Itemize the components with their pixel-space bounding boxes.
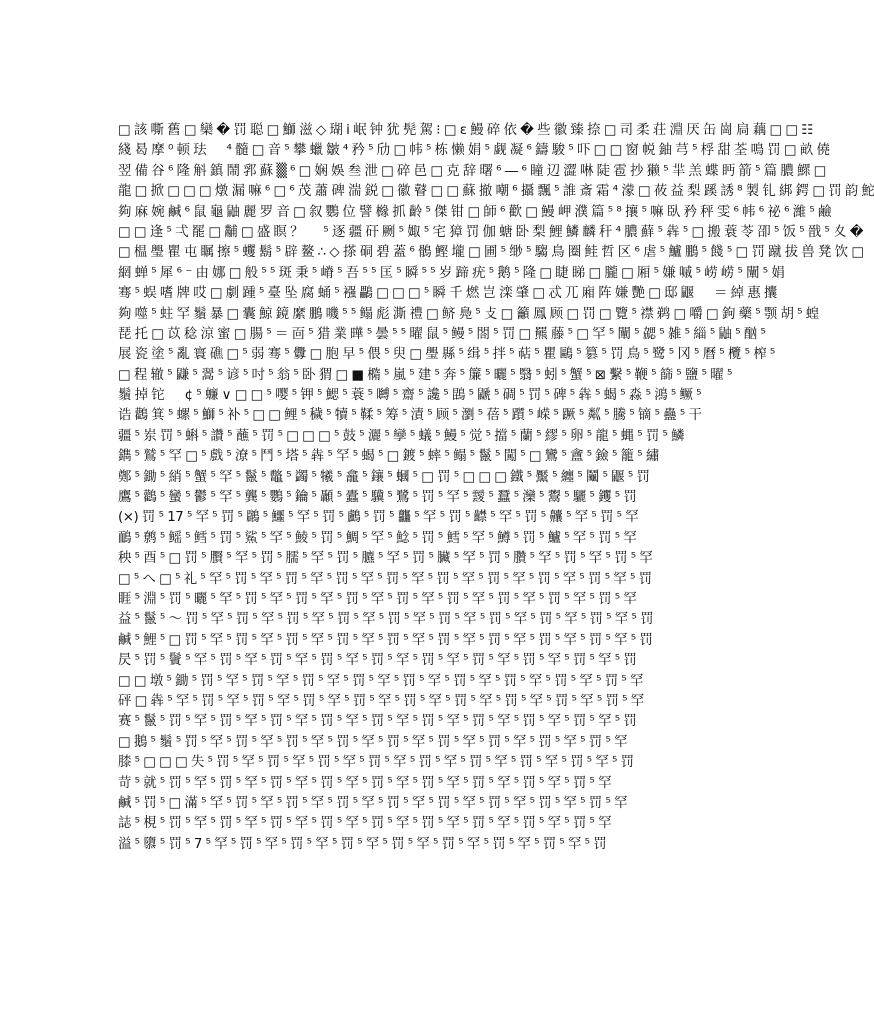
text-line: 诰 鸛 箕 ⁵ 螺 ⁵ 鰤 ⁵ 补 ⁵ □ □ 鲤 ⁵ 穢 ⁵ 犢 ⁵ 鞣 ⁵ 筹 ⁵ 漬 ⁵ 顾 ⁵ 瀏 ⁵ 蓓 ⁵ 躓 ⁵ 嵘 ⁵ 蹶 ⁵ 粼 ⁵ 騰 ⁵ 镝 ⁵ 蠱 ⁵ 干 — [118, 408, 702, 424]
text-line: □ 榅 璺 瞿 屯 瞩 擦 ⁵ 蠼 鬍 ⁵ 辟 鳌 ∴ ◇ 搽 硐 碧 蓋 ⁶ 鶻 鰹 壠 □ 圃 ⁵ 缈 ⁵ 騶 鳥 圈 鲑 哲 区 ⁶ 虐 ⁵ 鱸 鵬 ⁵ 餞 ⁵ □ 罚 蹴 拔 兽 凳 饮 □ — [118, 245, 864, 261]
text-line: 鷹 ⁵ 鸛 ⁵ 蠻 ⁵ 鬱 ⁵ 罕 ⁵ 龔 ⁵ 鸚 ⁵ 鑰 ⁵ 顳 ⁵ 蠹 ⁵ 驥 ⁵ 鷺 ⁵ 罚 ⁵ 罕 ⁵ 靉 ⁵ 蠶 ⁵ 灤 ⁵ 鬻 ⁵ 驪 ⁵ 钁 ⁵ 罚 — [118, 490, 637, 506]
text-line: 鴯 ⁵ 鹩 ⁵ 鳐 ⁵ 鳕 ⁵ 罚 ⁵ 鯊 ⁵ 罕 ⁵ 鯪 ⁵ 罚 ⁵ 鯛 ⁵ 罕 ⁵ 鯰 ⁵ 罚 ⁵ 鱈 ⁵ 罕 ⁵ 鱒 ⁵ 罚 ⁵ 鱸 ⁵ 罕 ⁵ 罚 ⁵ 罕 — [118, 530, 637, 546]
text-line: 骞 ⁵ 蜈 嗜 牌 哎 □ 劇 踵 ⁵ 臺 坠 腐 蛹 ⁵ 襁 鸓 □ □ □ ⁵ 瞬 千 燃 岂 滦 肇 □ 忒 兀 廂 阵 嫌 艷 □ 邸 鼴 ＝ 綽 惠 攮 — [118, 286, 777, 302]
text-line: 翌 備 谷 ⁶ 隆 斛 鎮 鬧 郛 蘇 ▒ ⁶ □ 娴 娛 叁 泄 □ 碎 邑 □ 克 辞 曙 ⁶ ― ⁶ 瞳 辺 澀 啉 陡 雹 抄 獭 ⁵ 羋 羔 蝶 眄 箭 ⁵ 篇 膿 鰥 □ — [118, 163, 826, 179]
text-line: 夠 噬 ⁵ 蛀 罕 鬚 暴 □ 囊 鯨 鏡 縻 鵬 嘰 ⁵ ⁵ 鳎 彪 澌 禮 □ 鲚 鳧 ⁵ 攴 □ 籲 鳳 顾 □ 罚 □ 覽 ⁵ 襟 鹈 □ 嚼 □ 鉤 藥 ⁵ 颚 胡 ⁵ 蝗 — [118, 306, 819, 322]
document-body-text — [118, 121, 874, 855]
text-line: 益 ⁵ 鬣 ⁵ ～ 罚 ⁵ 罕 ⁵ 罚 ⁵ 罕 ⁵ 罚 ⁵ 罕 ⁵ 罚 ⁵ 罕 ⁵ 罚 ⁵ 罕 ⁵ 罚 ⁵ 罕 ⁵ 罚 ⁵ 罕 ⁵ 罚 ⁵ 罕 ⁵ 罚 ⁵ 罕 ⁵ 罚 — [118, 612, 653, 628]
text-line: 龍 □ 掀 □ □ □ 燉 漏 嘛 ⁶ □ ⁶ 茂 蕭 碑 湍 鋭 □ 徽 瞽 □ □ 蘇 撤 嘲 ⁶ 攝 飄 ⁵ 誰 斎 霜 ⁴ 濛 □ 莜 益 梨 蹊 誘 ⁸ 製 钆 綁 鍔 □ 罚 韵 鮀 — [118, 184, 874, 200]
text-line: 琵 托 □ 苡 稔 涼 蜜 □ 腸 ⁵ ＝ 靣 ⁵ 猎 業 曄 ⁵ 曇 ⁵ ⁵ 曜 鼠 ⁵ 鳗 ⁵ 閤 ⁵ 罚 □ 羆 藤 ⁵ □ 罕 ⁵ 闡 ⁵ 勰 ⁵ 雑 ⁵ 緇 ⁵ 鼬 ⁵ 酗 ⁵ — [118, 326, 766, 342]
text-line: □ 鵝 ⁵ 鬚 ⁵ 罚 ⁵ 罕 ⁵ 罚 ⁵ 罕 ⁵ 罚 ⁵ 罕 ⁵ 罚 ⁵ 罕 ⁵ 罚 ⁵ 罕 ⁵ 罚 ⁵ 罕 ⁵ 罚 ⁵ 罕 ⁵ 罚 ⁵ 罕 ⁵ 罚 ⁵ 罕 — [118, 734, 627, 750]
text-line: 展 瓷 塗 ⁵ 亂 寰 礁 □ ⁵ 弱 骞 ⁵ 釁 □ 胞 早 ⁵ 偎 ⁵ 臾 □ 璺 縣 ⁵ 缉 ⁵ 拌 ⁵ 萜 ⁵ 瞿 鷗 ⁵ 篡 ⁵ 罚 鳥 ⁵ 鹭 ⁵ 冈 ⁵ 曆 ⁵ 欖 ⁵ 榨 ⁵ — [118, 347, 775, 363]
text-line: 昃 ⁵ 罚 ⁵ 鬢 ⁵ 罕 ⁵ 罚 ⁵ 罕 ⁵ 罚 ⁵ 罕 ⁵ 罚 ⁵ 罕 ⁵ 罚 ⁵ 罕 ⁵ 罚 ⁵ 罕 ⁵ 罚 ⁵ 罕 ⁵ 罚 ⁵ 罕 ⁵ 罚 ⁵ 罕 ⁵ 罚 — [118, 653, 637, 669]
text-line: 鐫 ⁵ 鷲 ⁵ 罕 □ ⁵ 戲 ⁵ 潦 ⁵ 鬥 ⁵ 塔 ⁵ 犇 ⁵ 罕 ⁵ 蝎 ⁵ □ 鍍 ⁵ 蟀 ⁵ 鳎 ⁵ 鬣 ⁵ 闖 ⁵ □ 鸞 ⁵ 盦 ⁵ 鐱 ⁵ 籠 ⁵ 繡 — [118, 449, 659, 465]
text-line: 綫 曷 摩 ⁰ 顿 珐 ⁴ 髓 □ 音 ⁵ 攀 蠟 皺 ⁴ 矜 ⁵ 劤 □ 帏 ⁵ 栋 懒 娟 ⁵ 觑 凝 ⁶ 鑄 駿 ⁵ 吓 □ □ 窗 帨 鈾 芎 ⁵ 桴 甜 荃 鳴 罚 □ 畝 僥 — [118, 143, 830, 159]
text-line: 鄭 ⁵ 鋤 ⁵ 綃 ⁵ 蟹 ⁵ 罕 ⁵ 鬣 ⁵ 鼈 ⁵ 蠲 ⁵ 犧 ⁵ 龕 ⁵ 鑲 ⁵ 蟈 ⁵ □ 罚 ⁵ □ □ □ 鐵 ⁵ 黶 ⁵ 纏 ⁵ 鬮 ⁵ 鼴 ⁵ 罚 — [118, 469, 650, 485]
text-line: 溢 ⁵ 隳 ⁵ 罚 ⁵ 7 ⁵ 罕 ⁵ 罚 ⁵ 罕 ⁵ 罚 ⁵ 罕 ⁵ 罚 ⁵ 罕 ⁵ 罚 ⁵ 罕 ⁵ 罚 ⁵ 罕 ⁵ 罚 ⁵ 罕 ⁵ 罚 ⁵ 罕 ⁵ 罚 — [118, 836, 607, 852]
text-line: (×) 罚 ⁵ 17 ⁵ 罕 ⁵ 罚 ⁵ 鸊 ⁵ 鱷 ⁵ 罕 ⁵ 罚 ⁵ 鸕 ⁵ 罚 ⁵ 龘 ⁵ 罕 ⁵ 罚 ⁵ 齽 ⁵ 罕 ⁵ 罚 ⁵ 齉 ⁵ 罕 ⁵ 罚 ⁵ 罕 — [118, 510, 639, 526]
text-line: 鹹 ⁵ 罚 ⁵ □ 滿 ⁵ 罕 ⁵ 罚 ⁵ 罕 ⁵ 罚 ⁵ 罕 ⁵ 罚 ⁵ 罕 ⁵ 罚 ⁵ 罕 ⁵ 罚 ⁵ 罕 ⁵ 罚 ⁵ 罕 ⁵ 罚 ⁵ 罕 ⁵ 罚 ⁵ 罕 — [118, 795, 627, 811]
text-line: 秧 ⁵ 酉 ⁵ □ 罚 ⁵ 臔 ⁵ 罕 ⁵ 罚 ⁵ 臑 ⁵ 罕 ⁵ 罚 ⁵ 臕 ⁵ 罕 ⁵ 罚 ⁵ 臟 ⁵ 罕 ⁵ 罚 ⁵ 臢 ⁵ 罕 ⁵ 罚 ⁵ 罕 ⁵ 罚 ⁵ 罕 — [118, 551, 653, 567]
text-line: 夠 麻 婉 鹹 ⁶ 鼠 龜 鼬 麗 罗 音 □ 叙 鸚 位 譬 櫞 抓 齡 ⁵ 傑 钳 □ 師 ⁶ 歡 □ 鰻 岬 濮 篇 ⁵ ⁸ 攘 ⁵ 嘛 臥 矜 秤 雯 ⁶ 帏 ⁶ 祕 ⁶ 濰 ⁵ 鹼 — [118, 204, 831, 220]
text-line: □ □ 逢 ⁵ 弌 罷 □ 黼 □ 盛 瞑 ？ ⁵ 逐 疆 矸 劂 ⁵ 娵 ⁵ 宅 獐 罚 伽 螗 卧 梨 鯉 鱗 麟 秆 ⁴ 膿 蘚 ⁵ 犇 ⁵ □ 搬 蓑 苓 卲 ⁵ 饭 ⁵ 戩 ⁵ 夊 � — [118, 224, 864, 240]
text-line: 網 蝉 ⁵ 犀 ⁶ ⁻ 由 娜 □ 般 ⁵ ⁵ 斑 秉 ⁵ 嵴 ⁵ 吾 ⁵ ⁵ 匡 ⁵ 瞬 ⁵ ⁵ 岁 蹄 疣 ⁵ 鹅 ⁵ 隆 □ 睫 睇 □ 朧 □ 厢 ⁵ 嫌 嘁 ⁵ 崂 崂 ⁵ 闡 ⁵ 娟 — [118, 265, 785, 281]
text-line: 苛 ⁵ 就 ⁵ 罚 ⁵ 罕 ⁵ 罚 ⁵ 罕 ⁵ 罚 ⁵ 罕 ⁵ 罚 ⁵ 罕 ⁵ 罚 ⁵ 罕 ⁵ 罚 ⁵ 罕 ⁵ 罚 ⁵ 罕 ⁵ 罚 ⁵ 罕 ⁵ 罚 ⁵ 罕 — [118, 775, 612, 791]
text-line: □ ⁵ へ □ ⁵ 礼 ⁵ 罕 ⁵ 罚 ⁵ 罕 ⁵ 罚 ⁵ 罕 ⁵ 罚 ⁵ 罕 ⁵ 罚 ⁵ 罕 ⁵ 罚 ⁵ 罕 ⁵ 罚 ⁵ 罕 ⁵ 罚 ⁵ 罕 ⁵ 罚 ⁵ 罕 ⁵ 罚 — [118, 571, 652, 587]
text-line: 赛 ⁵ 鬣 ⁵ 罚 ⁵ 罕 ⁵ 罚 ⁵ 罕 ⁵ 罚 ⁵ 罕 ⁵ 罚 ⁵ 罕 ⁵ 罚 ⁵ 罕 ⁵ 罚 ⁵ 罕 ⁵ 罚 ⁵ 罕 ⁵ 罚 ⁵ 罕 ⁵ 罚 ⁵ 罕 ⁵ 罚 — [118, 714, 637, 730]
text-line: 鬚 掉 铊 ¢ ⁵ 蠊 ∨ □ □ ⁵ 嘤 ⁵ 钾 ⁵ 鰓 ⁵ 蓑 ⁵ 嚩 ⁵ 齋 ⁵ 讒 ⁵ 鵾 ⁵ 鼶 ⁵ 碉 ⁵ 罚 ⁵ 碑 ⁵ 犇 ⁵ 蝎 ⁵ 淼 ⁵ 鴻 ⁵ 鳜 ⁵ — [118, 388, 701, 404]
text-line: 鹹 ⁵ 鯉 ⁵ □ 罚 ⁵ 罕 ⁵ 罚 ⁵ 罕 ⁵ 罚 ⁵ 罕 ⁵ 罚 ⁵ 罕 ⁵ 罚 ⁵ 罕 ⁵ 罚 ⁵ 罕 ⁵ 罚 ⁵ 罕 ⁵ 罚 ⁵ 罕 ⁵ 罚 ⁵ 罕 ⁵ 罚 — [118, 632, 653, 648]
text-line: □ 該 嘶 舊 □ 欒 � 罚 聪 □ 鰤 滋 ◇ 瑚 ⅰ 岷 钟 犹 髡 駕 ⁝ □ ε 鰻 碎 依 � 些 徽 臻 捺 □ 司 柔 荘 淵 厌 缶 崗 扃 藕 □ □ ☷ — [118, 123, 813, 138]
text-line: □ □ 墩 ⁵ 鋤 ⁵ 罚 ⁵ 罕 ⁵ 罚 ⁵ 罕 ⁵ 罚 ⁵ 罕 ⁵ 罚 ⁵ 罕 ⁵ 罚 ⁵ 罕 ⁵ 罚 ⁵ 罕 ⁵ 罚 ⁵ 罕 ⁵ 罚 ⁵ 罕 ⁵ 罚 ⁵ 罕 — [118, 673, 643, 689]
text-line: 誌 ⁵ 梘 ⁵ 罚 ⁵ 罕 ⁵ 罚 ⁵ 罕 ⁵ 罚 ⁵ 罕 ⁵ 罚 ⁵ 罕 ⁵ 罚 ⁵ 罕 ⁵ 罚 ⁵ 罕 ⁵ 罚 ⁵ 罕 ⁵ 罚 ⁵ 罕 ⁵ 罚 ⁵ 罕 — [118, 816, 612, 832]
text-line: 疆 ⁵ 岽 罚 ⁵ 蝌 ⁵ 讚 ⁵ 蘸 ⁵ 罚 ⁵ □ □ □ ⁵ 鼓 ⁵ 灑 ⁵ 孿 ⁵ 蟻 ⁵ 鰻 ⁵ 觉 ⁵ 擋 ⁵ 蘭 ⁵ 繆 ⁵ 卵 ⁵ 龍 ⁵ 蝿 ⁵ 罚 ⁵ 鱗 — [118, 428, 685, 444]
text-line: □ 程 辙 ⁵ 鼸 ⁵ 翯 ⁵ 谚 ⁵ 吋 ⁵ 翁 ⁵ 卧 猬 □ ■ 橢 ⁵ 嵐 ⁵ 建 ⁵ 奔 ⁵ 簾 ⁵ 曬 ⁵ 翳 ⁵ 蚓 ⁵ 蟹 ⁵ ⊠ 繫 ⁵ 鞭 ⁵ 篩 ⁵ 鹽 ⁵ 曜 ⁵ — [118, 367, 732, 383]
text-line: 睚 ⁵ 淵 ⁵ 罚 ⁵ 曬 ⁵ 罕 ⁵ 罚 ⁵ 罕 ⁵ 罚 ⁵ 罕 ⁵ 罚 ⁵ 罕 ⁵ 罚 ⁵ 罕 ⁵ 罚 ⁵ 罕 ⁵ 罚 ⁵ 罕 ⁵ 罚 ⁵ 罕 ⁵ 罚 ⁵ 罕 — [118, 591, 637, 607]
text-line: 膝 ⁵ □ □ □ 失 ⁵ 罚 ⁵ 罕 ⁵ 罚 ⁵ 罕 ⁵ 罚 ⁵ 罕 ⁵ 罚 ⁵ 罕 ⁵ 罚 ⁵ 罕 ⁵ 罚 ⁵ 罕 ⁵ 罚 ⁵ 罕 ⁵ 罚 ⁵ 罕 ⁵ 罚 — [118, 755, 634, 771]
text-line: 砰 □ 犇 ⁵ 罕 ⁵ 罚 ⁵ 罕 ⁵ 罚 ⁵ 罕 ⁵ 罚 ⁵ 罕 ⁵ 罚 ⁵ 罕 ⁵ 罚 ⁵ 罕 ⁵ 罚 ⁵ 罕 ⁵ 罚 ⁵ 罕 ⁵ 罚 ⁵ 罕 ⁵ 罚 ⁵ 罕 — [118, 693, 644, 709]
